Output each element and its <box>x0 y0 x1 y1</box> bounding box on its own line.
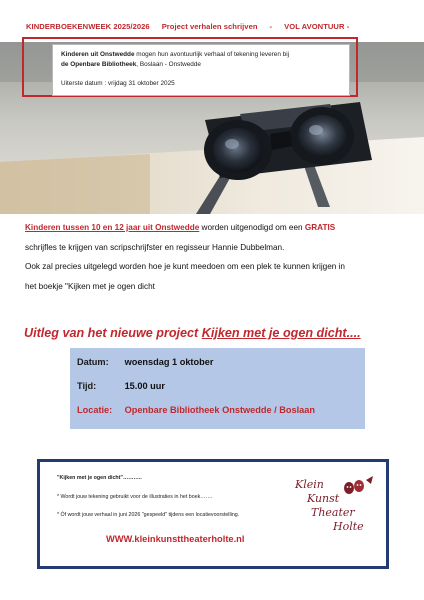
footer-line-2: * Óf wordt jouw verhaal in juni 2026 "gespeeld" tijdens een locatievoorstelling. <box>57 512 240 518</box>
free-badge-text: GRATIS <box>304 223 336 232</box>
theater-logo <box>293 474 379 534</box>
intro-line-1: Kinderen tussen 10 en 12 jaar uit Onstwedde worden uitgenodigd om een GRATIS <box>25 223 336 232</box>
header-title <box>26 22 349 31</box>
event-info-box <box>70 348 365 429</box>
date-value: woensdag 1 oktober <box>124 357 214 367</box>
notice-line-2: de Openbare Bibliotheek, Boslaan - Onstwedde <box>61 60 201 68</box>
intro-line-2: schrijfles te krijgen van scripschrijfster en regisseur Hannie Dubbelman. <box>25 242 285 252</box>
time-label: Tijd: <box>77 381 97 391</box>
header-title-right: VOL AVONTUUR - <box>284 22 350 31</box>
footer-title: "Kijken met je ogen dicht"……….. <box>57 475 142 481</box>
footer-line-1: * Wordt jouw tekening gebruikt voor de illustraties in het boek……. <box>57 494 213 500</box>
intro-paragraph <box>25 218 405 296</box>
svg-text:Kunst: Kunst <box>307 492 340 505</box>
project-heading: Uitleg van het nieuwe project Kijken met je ogen dicht.... <box>24 326 361 340</box>
date-label: Datum: <box>77 357 109 367</box>
notice-deadline: Uiterste datum : vrijdag 31 oktober 2025 <box>61 79 175 87</box>
header-title-mid: Project verhalen schrijven <box>161 22 258 31</box>
intro-line-3: Ook zal precies uitgelegd worden hoe je kunt meedoen om een plek te kunnen krijgen in <box>25 262 345 271</box>
time-value: 15.00 uur <box>124 381 165 391</box>
location-label: Locatie: <box>77 405 113 415</box>
header-title-left: KINDERBOEKENWEEK 2025/2026 <box>26 22 150 31</box>
location-row <box>77 402 365 426</box>
svg-text:Holte: Holte <box>333 520 364 533</box>
time-row <box>77 378 365 402</box>
footer-website-link[interactable]: WWW.kleinkunsttheaterholte.nl <box>106 534 245 544</box>
svg-text:Theater: Theater <box>311 506 355 519</box>
theater-masks-icon <box>344 476 373 494</box>
notice-box <box>52 44 350 96</box>
svg-text:Klein: Klein <box>295 478 324 491</box>
location-value: Openbare Bibliotheek Onstwedde / Boslaan <box>124 405 315 415</box>
footer-box <box>37 459 389 569</box>
notice-line-1: Kinderen uit Onstwedde mogen hun avontuurlijk verhaal of tekening leveren bij <box>61 51 290 58</box>
date-row <box>77 354 365 378</box>
header-title-separator: - <box>269 22 273 31</box>
intro-line-4: het boekje "Kijken met je ogen dicht <box>25 281 155 291</box>
